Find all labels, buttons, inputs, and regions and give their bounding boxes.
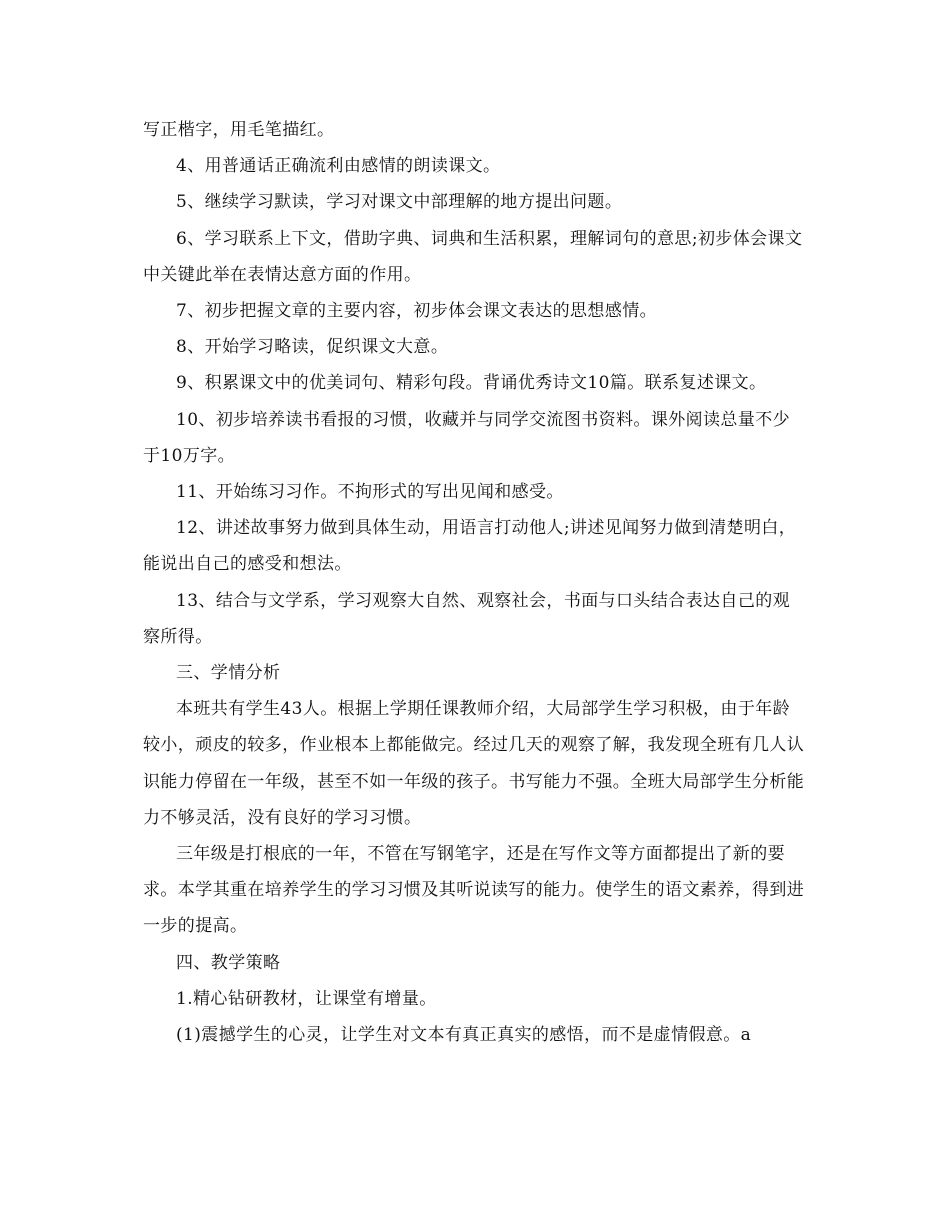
paragraph-item-5: 5、继续学习默读，学习对课文中部理解的地方提出问题。 (176, 192, 623, 213)
paragraph-item-8: 8、开始学习略读，促织课文大意。 (176, 337, 449, 358)
paragraph-item-6: 6、学习联系上下文，借助字典、词典和生活积累，理解词句的意思;初步体会课文中关键此举在表情达意方面的作用。 (143, 228, 803, 285)
paragraph-item-11: 11、开始练习习作。不拘形式的写出见闻和感受。 (176, 482, 564, 503)
section-heading-learning-analysis: 三、学情分析 (176, 663, 281, 684)
document-body (143, 112, 805, 1053)
paragraph-grade-three-requirements: 三年级是打根底的一年，不管在写钢笔字，还是在写作文等方面都提出了新的要求。本学其重在培养学生的学习习惯及其听说读写的能力。使学生的语文素养，得到进一步的提高。 (143, 844, 805, 937)
paragraph-item-10: 10、初步培养读书看报的习惯，收藏并与同学交流图书资料。课外阅读总量不少于10万字。 (143, 409, 791, 466)
paragraph-strategy-1: 1.精心钻研教材，让课堂有增量。 (176, 988, 437, 1009)
paragraph-item-7: 7、初步把握文章的主要内容，初步体会课文表达的思想感情。 (176, 301, 658, 322)
paragraph-item-9: 9、积累课文中的优美词句、精彩句段。背诵优秀诗文10篇。联系复述课文。 (176, 373, 767, 394)
paragraph-item-4: 4、用普通话正确流利由感情的朗读课文。 (176, 156, 501, 177)
paragraph-class-overview: 本班共有学生43人。根据上学期任课教师介绍，大局部学生学习积极，由于年龄较小，顽皮的较多，作业根本上都能做完。经过几天的观察了解，我发现全班有几人认识能力停留在一年级，甚至不如一年级的孩子。书写能力不强。全班大局部学生分析能力不够灵活，没有良好的学习习惯。 (143, 699, 805, 828)
paragraph-item-13: 13、结合与文学系，学习观察大自然、观察社会，书面与口头结合表达自己的观察所得。 (143, 590, 791, 647)
paragraph-continuation: 写正楷字，用毛笔描红。 (143, 120, 335, 140)
section-heading-teaching-strategy: 四、教学策略 (176, 952, 281, 973)
paragraph-item-12: 12、讲述故事努力做到具体生动，用语言打动他人;讲述见闻努力做到清楚明白，能说出自己的感受和想法。 (143, 518, 797, 575)
paragraph-strategy-1-1: (1)震撼学生的心灵，让学生对文本有真正真实的感悟，而不是虚情假意。a (176, 1025, 752, 1046)
